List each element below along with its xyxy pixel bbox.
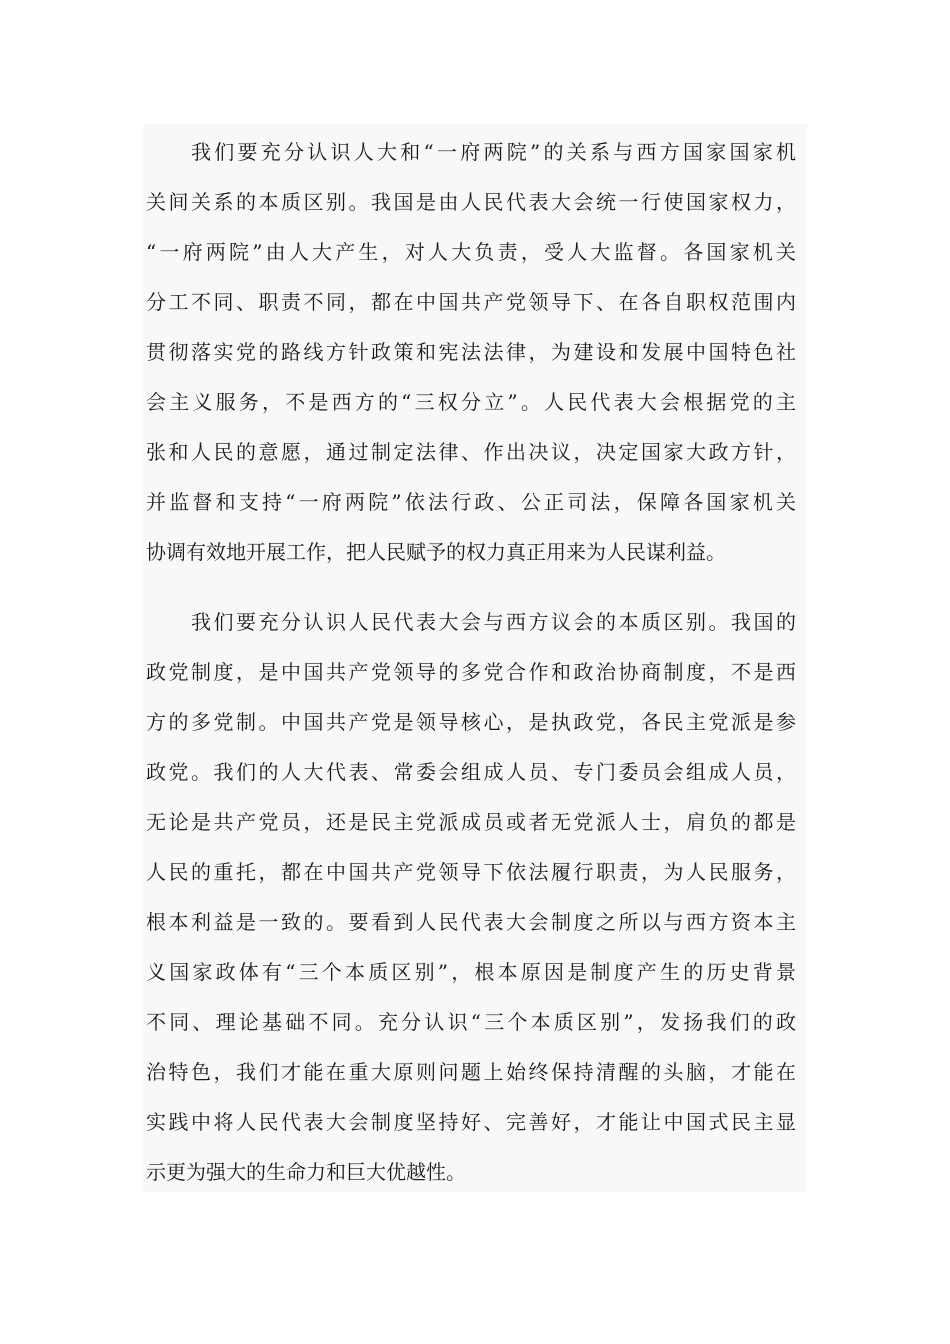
- paragraph-line: 不同、理论基础不同。充分认识“三个本质区别”，发扬我们的政: [146, 1010, 796, 1034]
- paragraph-line: 无论是共产党员，还是民主党派成员或者无党派人士，肩负的都是: [146, 810, 796, 834]
- paragraph-line: 我们要充分认识人大和“一府两院”的关系与西方国家国家机: [191, 140, 796, 164]
- paragraph-line: 会主义服务，不是西方的“三权分立”。人民代表大会根据党的主: [146, 390, 796, 414]
- paragraph-line: 并监督和支持“一府两院”依法行政、公正司法，保障各国家机关: [146, 490, 796, 514]
- paragraph-line: 政党。我们的人大代表、常委会组成人员、专门委员会组成人员，: [146, 760, 796, 784]
- paragraph-2: [146, 597, 796, 1197]
- paragraph-line: 人民的重托，都在中国共产党领导下依法履行职责，为人民服务，: [146, 860, 796, 884]
- paragraph-line: 张和人民的意愿，通过制定法律、作出决议，决定国家大政方针，: [146, 440, 796, 464]
- paragraph-line: 贯彻落实党的路线方针政策和宪法法律，为建设和发展中国特色社: [146, 340, 796, 364]
- paragraph-line: 关间关系的本质区别。我国是由人民代表大会统一行使国家权力，: [146, 190, 796, 214]
- paragraph-line: 治特色，我们才能在重大原则问题上始终保持清醒的头脑，才能在: [146, 1060, 796, 1084]
- paragraph-line: “一府两院”由人大产生，对人大负责，受人大监督。各国家机关: [146, 240, 796, 264]
- paragraph-line: 我们要充分认识人民代表大会与西方议会的本质区别。我国的: [191, 610, 796, 634]
- paragraph-line: 政党制度，是中国共产党领导的多党合作和政治协商制度，不是西: [146, 660, 796, 684]
- paragraph-line: 示更为强大的生命力和巨大优越性。: [146, 1160, 466, 1184]
- paragraph-1: [146, 127, 796, 577]
- paragraph-line: 协调有效地开展工作，把人民赋予的权力真正用来为人民谋利益。: [146, 540, 726, 564]
- paragraph-line: 实践中将人民代表大会制度坚持好、完善好，才能让中国式民主显: [146, 1110, 796, 1134]
- document-body: [143, 124, 807, 1192]
- paragraph-line: 根本利益是一致的。要看到人民代表大会制度之所以与西方资本主: [146, 910, 796, 934]
- paragraph-line: 义国家政体有“三个本质区别”，根本原因是制度产生的历史背景: [146, 960, 796, 984]
- paragraph-line: 分工不同、职责不同，都在中国共产党领导下、在各自职权范围内: [146, 290, 796, 314]
- paragraph-line: 方的多党制。中国共产党是领导核心，是执政党，各民主党派是参: [146, 710, 796, 734]
